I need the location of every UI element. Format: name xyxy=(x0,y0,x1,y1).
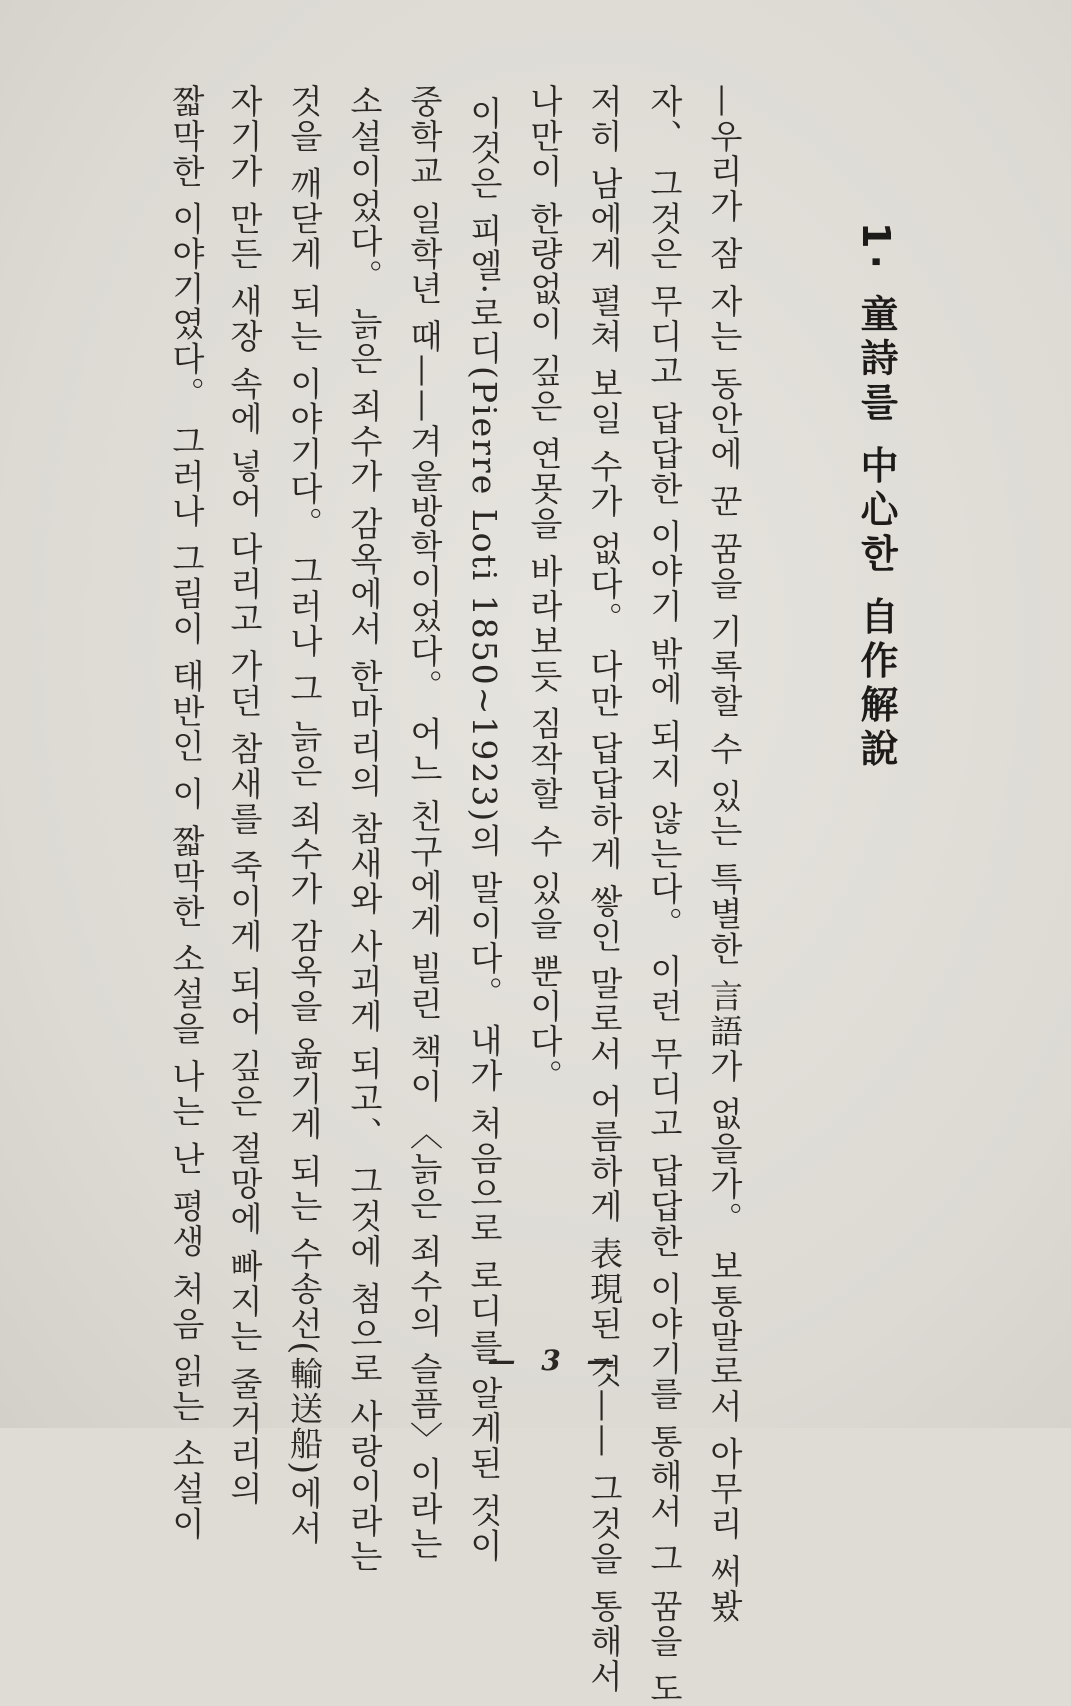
text-column: —우리가 잠 자는 동안에 꾼 꿈을 기록할 수 있는 특별한 言語가 없을가。 보통말로서 아무리 써봤 xyxy=(705,84,744,1624)
text-column: 소설이었다。 늙은 죄수가 감옥에서 한마리의 참새와 사괴게 되고、 그것에 첨으로 사랑이라는 xyxy=(345,84,384,1574)
text-column: 자、 그것은 무디고 답답한 이야기 밖에 되지 않는다。 이런 무디고 답답한 이야기를 통해서 그 꿈을 도 xyxy=(645,84,684,1706)
text-column: 나만이 한량없이 깊은 연못을 바라보듯 짐작할 수 있을 뿐이다。 xyxy=(525,84,564,1094)
text-column: 이것은 피엘·로디(Pierre Loti 1850~1923)의 말이다。 내가 처음으로 로디를 알게된 것이 xyxy=(465,96,504,1564)
section-title: 1· 童詩를 中心한 自作解說 xyxy=(854,222,898,773)
text-column: 자기가 만든 새장 속에 넣어 다리고 가던 참새를 죽이게 되어 깊은 절망에 빠지는 줄거리의 xyxy=(225,84,264,1507)
text-column: 저히 남에게 펼쳐 보일 수가 없다。 다만 답답하게 쌓인 말로서 어름하게 表現된 것—— 그것을 통해서 xyxy=(585,84,624,1694)
text-column: 것을 깨닫게 되는 이야기다。 그러나 그 늙은 죄수가 감옥을 옮기게 되는 수송선(輸送船)에서 xyxy=(285,84,324,1547)
text-column: 짧막한 이야기였다。 그러나 그림이 태반인 이 짧막한 소설을 나는 난 평생 처음 읽는 소설이 xyxy=(167,84,206,1542)
text-column: 중학교 일학년 때——겨울방학이었다。 어느 친구에게 빌린 책이 〈늙은 죄수의 슬픔〉이라는 xyxy=(405,84,444,1562)
page-number: — 3 — xyxy=(487,1344,623,1377)
